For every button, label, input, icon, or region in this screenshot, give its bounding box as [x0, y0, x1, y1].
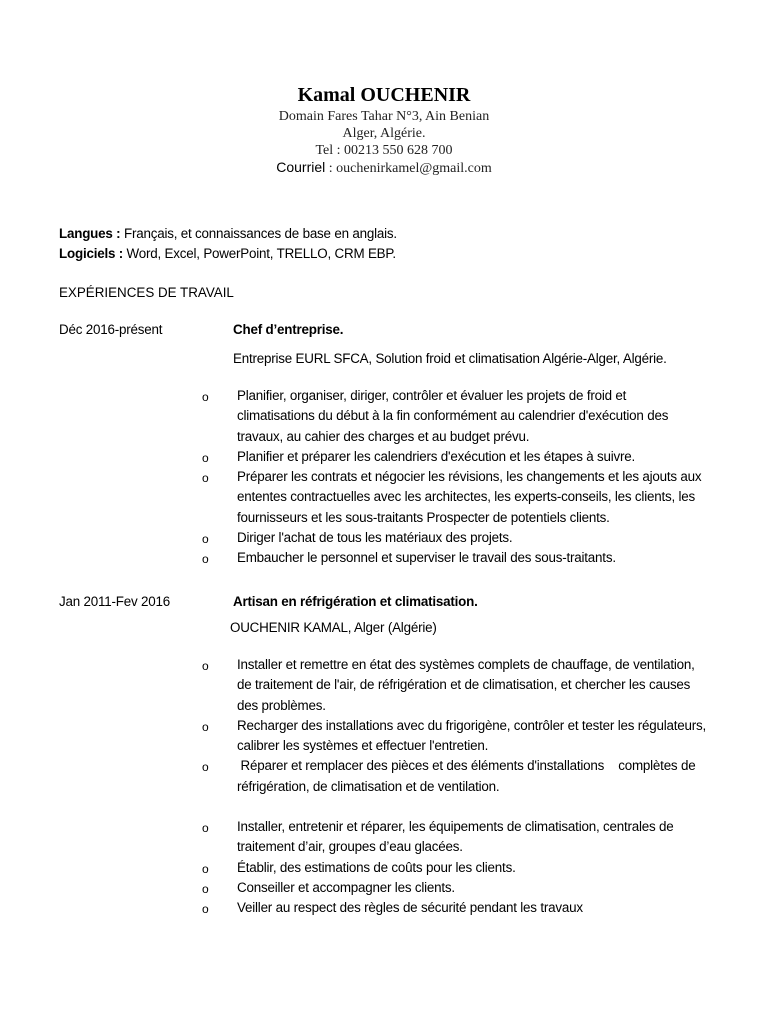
bullet-marker: o [202, 902, 209, 917]
bullet-line: calibrer les systèmes et effectuer l'entretien. [237, 738, 489, 754]
phone-line: Tel : 00213 550 628 700 [315, 143, 453, 158]
experience-bullets [202, 655, 762, 919]
experience-company: OUCHENIR KAMAL, Alger (Algérie) [230, 620, 437, 635]
languages-label: Langues : [59, 226, 121, 241]
bullet-marker: o [202, 532, 209, 547]
bullet-line: Installer et remettre en état des systèmes complets de chauffage, de ventilation, [237, 657, 695, 672]
bullet-item [202, 716, 762, 757]
bullet-item [202, 528, 762, 548]
bullet-line: des problèmes. [237, 697, 326, 713]
person-name: Kamal OUCHENIR [297, 84, 471, 106]
bullet-line: Installer, entretenir et réparer, les équipements de climatisation, centrales de [237, 819, 674, 835]
bullet-marker: o [202, 881, 209, 896]
bullet-item [202, 878, 762, 898]
bullet-line: Recharger des installations avec du frigorigène, contrôler et tester les régulateurs, [237, 717, 707, 733]
bullet-item [202, 898, 762, 918]
experience-company: Entreprise EURL SFCA, Solution froid et climatisation Algérie-Alger, Algérie. [233, 351, 667, 366]
email-line [0, 159, 768, 177]
bullet-item [202, 467, 762, 528]
bullet-item [202, 447, 762, 467]
bullet-line: Conseiller et accompagner les clients. [237, 879, 455, 895]
bullet-line: fournisseurs et les sous-traitants Prospecter de potentiels clients. [237, 509, 610, 525]
software-label: Logiciels : [59, 246, 124, 262]
experience-date: Déc 2016-présent [59, 322, 163, 337]
bullet-line: de traitement de l'air, de réfrigération et de climatisation, et chercher les causes [237, 677, 691, 693]
bullet-item [202, 817, 762, 858]
bullet-marker: o [202, 719, 209, 734]
bullet-line: réfrigération, de climatisation et de ventilation. [237, 778, 500, 794]
bullet-marker: o [202, 760, 209, 775]
bullet-item [202, 655, 762, 716]
bullet-line: Veiller au respect des règles de sécurité pendant les travaux [237, 900, 583, 916]
bullet-line: Embaucher le personnel et superviser le travail des sous-traitants. [237, 550, 616, 566]
bullet-item [202, 756, 762, 797]
bullet-item [202, 858, 762, 878]
experience-title: Artisan en réfrigération et climatisation. [233, 594, 478, 609]
languages-line [59, 224, 397, 244]
bullet-item [202, 386, 762, 447]
bullet-line: Planifier et préparer les calendriers d'exécution et les étapes à suivre. [237, 448, 636, 464]
resume-header [0, 82, 768, 177]
experience-title: Chef d’entreprise. [233, 322, 344, 337]
address-line-1: Domain Fares Tahar N°3, Ain Benian [278, 109, 490, 124]
bullet-line: ententes contractuelles avec les architectes, les experts-conseils, les clients, les [237, 489, 696, 505]
bullet-line: Planifier, organiser, diriger, contrôler et évaluer les projets de froid et [237, 388, 627, 403]
bullet-line: Établir, des estimations de coûts pour les clients. [237, 859, 516, 875]
email-label: Courriel [276, 159, 326, 175]
bullet-marker: o [202, 450, 209, 465]
software-value: Word, Excel, PowerPoint, TRELLO, CRM EBP. [123, 246, 396, 262]
experience-date: Jan 2011-Fev 2016 [59, 594, 170, 609]
bullet-line: climatisations du début à la fin conformément au calendrier d'exécution des [237, 408, 669, 424]
bullet-line: Préparer les contrats et négocier les révisions, les changements et les ajouts aux [237, 469, 702, 485]
bullet-marker: o [202, 552, 209, 567]
software-line [59, 244, 397, 264]
bullet-marker: o [202, 659, 209, 673]
bullet-marker: o [202, 471, 209, 486]
bullet-item [202, 548, 762, 568]
bullet-line: Réparer et remplacer des pièces et des éléments d'installations complètes de [237, 758, 696, 774]
bullet-marker: o [202, 821, 209, 836]
email-value: : ouchenirkamel@gmail.com [325, 161, 492, 176]
bullet-marker: o [202, 861, 209, 876]
bullet-line: traitement d’air, groupes d’eau glacées. [237, 839, 463, 855]
bullet-line: travaux, au cahier des charges et au budget prévu. [237, 428, 530, 444]
address-line-2: Alger, Algérie. [342, 126, 426, 141]
bullet-line: Diriger l'achat de tous les matériaux des projets. [237, 530, 513, 546]
experience-bullets [202, 386, 762, 569]
bullet-marker: o [202, 390, 209, 404]
section-title: EXPÉRIENCES DE TRAVAIL [59, 285, 234, 300]
skills-block [59, 224, 397, 265]
languages-value: Français, et connaissances de base en anglais. [120, 226, 397, 241]
